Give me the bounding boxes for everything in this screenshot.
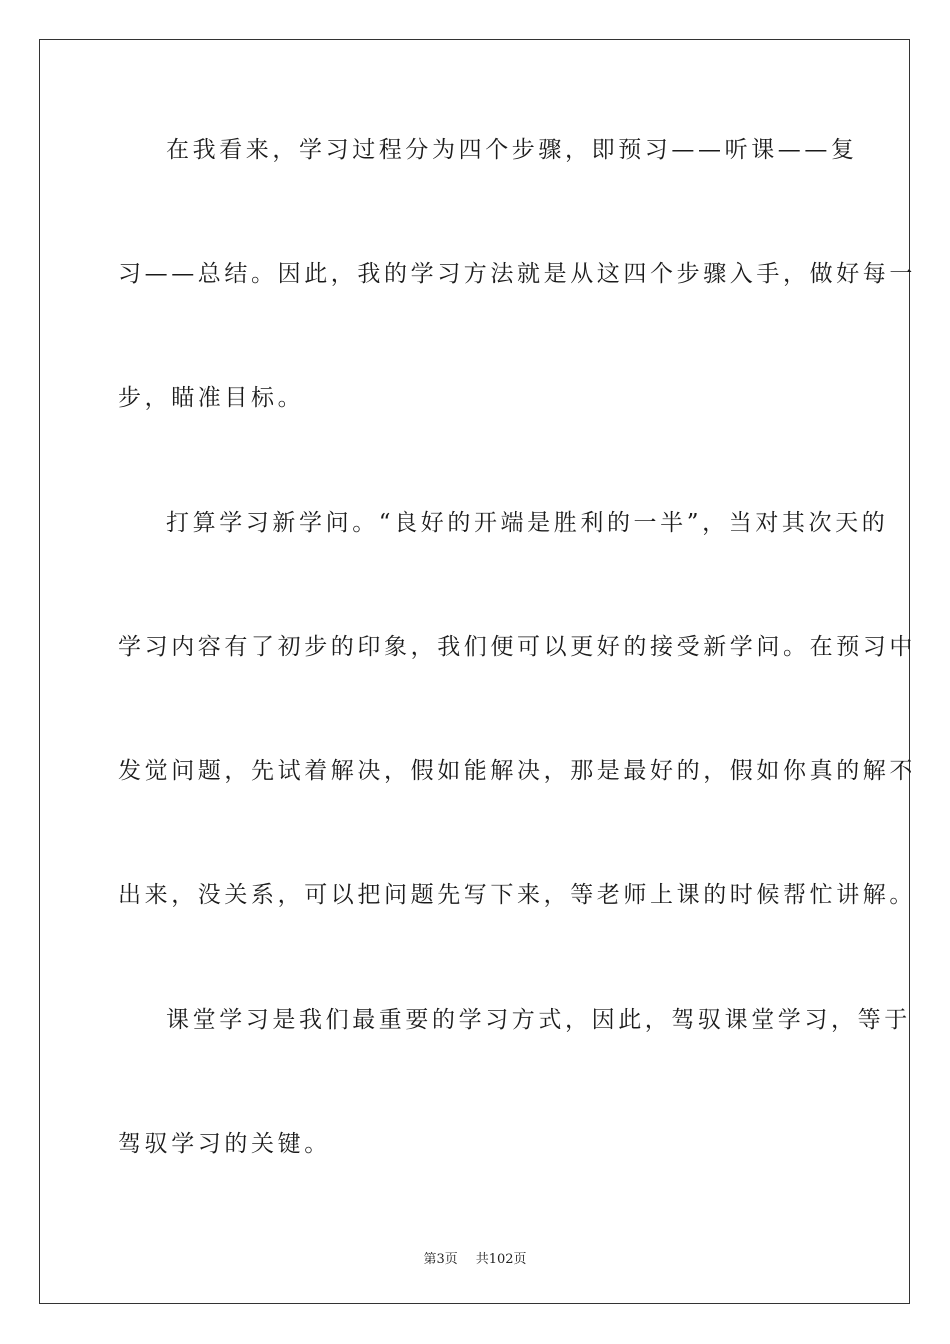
text-line: 课堂学习是我们最重要的学习方式，因此，驾驭课堂学习，等于 [166, 1007, 911, 1033]
page-number: 第3页 [423, 1252, 458, 1267]
text-line: 学习内容有了初步的印象，我们便可以更好的接受新学问。在预习中 [118, 634, 916, 660]
page-footer [0, 1248, 950, 1267]
text-line: 习——总结。因此，我的学习方法就是从这四个步骤入手，做好每一 [118, 261, 916, 287]
text-line: 在我看来，学习过程分为四个步骤，即预习——听课——复 [166, 137, 858, 163]
page-total: 共102页 [475, 1252, 527, 1267]
text-line: 步，瞄准目标。 [118, 385, 305, 411]
text-line: 打算学习新学问。“良好的开端是胜利的一半”，当对其次天的 [166, 510, 889, 536]
text-line: 出来，没关系，可以把问题先写下来，等老师上课的时候帮忙讲解。 [118, 882, 916, 908]
text-line: 驾驭学习的关键。 [118, 1131, 331, 1157]
text-line: 发觉问题，先试着解决，假如能解决，那是最好的，假如你真的解不 [118, 758, 916, 784]
page-border [39, 39, 916, 1304]
